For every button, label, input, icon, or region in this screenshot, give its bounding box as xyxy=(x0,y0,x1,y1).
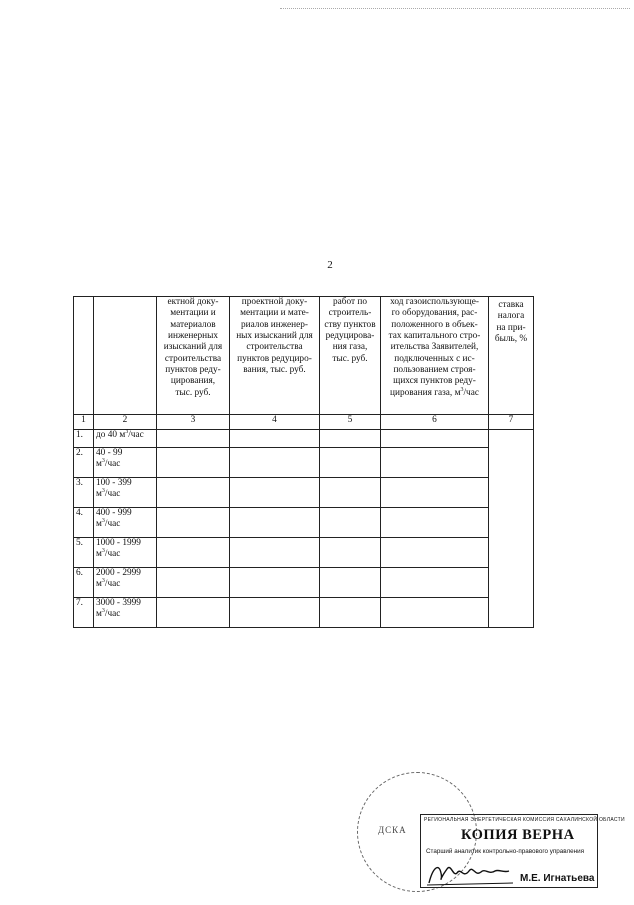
empty-cell xyxy=(230,478,320,508)
header-cell-3: ектной доку- ментации и материалов инженерных изысканий для строительства пунктов реду- цирования, тыс. руб. xyxy=(157,297,230,415)
column-number-row xyxy=(74,415,534,430)
empty-cell xyxy=(381,478,489,508)
empty-cell xyxy=(320,448,381,478)
empty-cell xyxy=(230,508,320,538)
row-range: 3000 - 3999 $м^3$/час xyxy=(94,598,157,628)
handwritten-signature xyxy=(425,859,515,887)
empty-cell xyxy=(157,538,230,568)
empty-cell xyxy=(320,598,381,628)
stamp-position: Старший аналитик контрольно-правового управления xyxy=(426,848,585,855)
table-row xyxy=(74,568,534,598)
stamp-title: КОПИЯ ВЕРНА xyxy=(461,827,575,843)
row-range: 400 - 999 $м^3$/час xyxy=(94,508,157,538)
column-number-7: 7 xyxy=(489,415,534,430)
row-range: 100 - 399 $м^3$/час xyxy=(94,478,157,508)
empty-cell xyxy=(157,448,230,478)
empty-cell xyxy=(381,448,489,478)
tax-rate-merged-cell xyxy=(489,430,534,628)
empty-cell xyxy=(157,478,230,508)
row-number: 5. xyxy=(74,538,94,568)
column-number-5: 5 xyxy=(320,415,381,430)
empty-cell xyxy=(230,568,320,598)
table-row xyxy=(74,598,534,628)
empty-cell xyxy=(320,538,381,568)
empty-cell xyxy=(157,430,230,448)
empty-cell xyxy=(320,478,381,508)
header-row xyxy=(74,297,534,415)
empty-cell xyxy=(230,448,320,478)
header-cell-4: проектной доку- ментации и мате- риалов инженер- ных изысканий для строительства пунктов редуциро- вания, тыс. руб. xyxy=(230,297,320,415)
row-range: до 40 $м^3$/час xyxy=(94,430,157,448)
table-row xyxy=(74,448,534,478)
row-range: 1000 - 1999 $м^3$/час xyxy=(94,538,157,568)
header-cell-7: ставка налога на при- быль, % xyxy=(489,297,534,415)
stamp-organization: РЕГИОНАЛЬНАЯ ЭНЕРГЕТИЧЕСКАЯ КОМИССИЯ САХАЛИНСКОЙ ОБЛАСТИ xyxy=(424,817,625,823)
empty-cell xyxy=(320,508,381,538)
row-number: 4. xyxy=(74,508,94,538)
stamp-signer-name: М.Е. Игнатьева xyxy=(520,873,595,884)
empty-cell xyxy=(320,568,381,598)
empty-cell xyxy=(320,430,381,448)
empty-cell xyxy=(381,598,489,628)
seal-text: ДСКА xyxy=(378,825,407,835)
column-number-6: 6 xyxy=(381,415,489,430)
tariff-table xyxy=(73,296,534,628)
top-dotted-rule xyxy=(280,8,630,9)
empty-cell xyxy=(381,538,489,568)
empty-cell xyxy=(381,430,489,448)
table-row xyxy=(74,430,534,448)
table-row xyxy=(74,538,534,568)
header-cell-1 xyxy=(74,297,94,415)
empty-cell xyxy=(230,430,320,448)
empty-cell xyxy=(381,568,489,598)
copy-certified-stamp xyxy=(420,814,625,888)
row-number: 3. xyxy=(74,478,94,508)
empty-cell xyxy=(230,598,320,628)
column-number-2: 2 xyxy=(94,415,157,430)
row-number: 2. xyxy=(74,448,94,478)
column-number-3: 3 xyxy=(157,415,230,430)
row-number: 7. xyxy=(74,598,94,628)
header-cell-5: работ по строитель- ству пунктов редуцирова- ния газа, тыс. руб. xyxy=(320,297,381,415)
row-number: 1. xyxy=(74,430,94,448)
row-range: 2000 - 2999 $м^3$/час xyxy=(94,568,157,598)
column-number-1: 1 xyxy=(74,415,94,430)
empty-cell xyxy=(157,568,230,598)
empty-cell xyxy=(157,598,230,628)
empty-cell xyxy=(157,508,230,538)
table-row xyxy=(74,478,534,508)
column-number-4: 4 xyxy=(230,415,320,430)
row-range: 40 - 99 $м^3$/час xyxy=(94,448,157,478)
empty-cell xyxy=(381,508,489,538)
row-number: 6. xyxy=(74,568,94,598)
table-row xyxy=(74,508,534,538)
header-cell-2 xyxy=(94,297,157,415)
page-number: 2 xyxy=(327,259,333,271)
empty-cell xyxy=(230,538,320,568)
header-cell-6: ход газоиспользующе- го оборудования, рас- положенного в объек- тах капитального стро- ительства Заявителей, подключенных с ис- пользованием строя- щихся пунктов реду- цирования газа, $м^3$/час xyxy=(381,297,489,415)
